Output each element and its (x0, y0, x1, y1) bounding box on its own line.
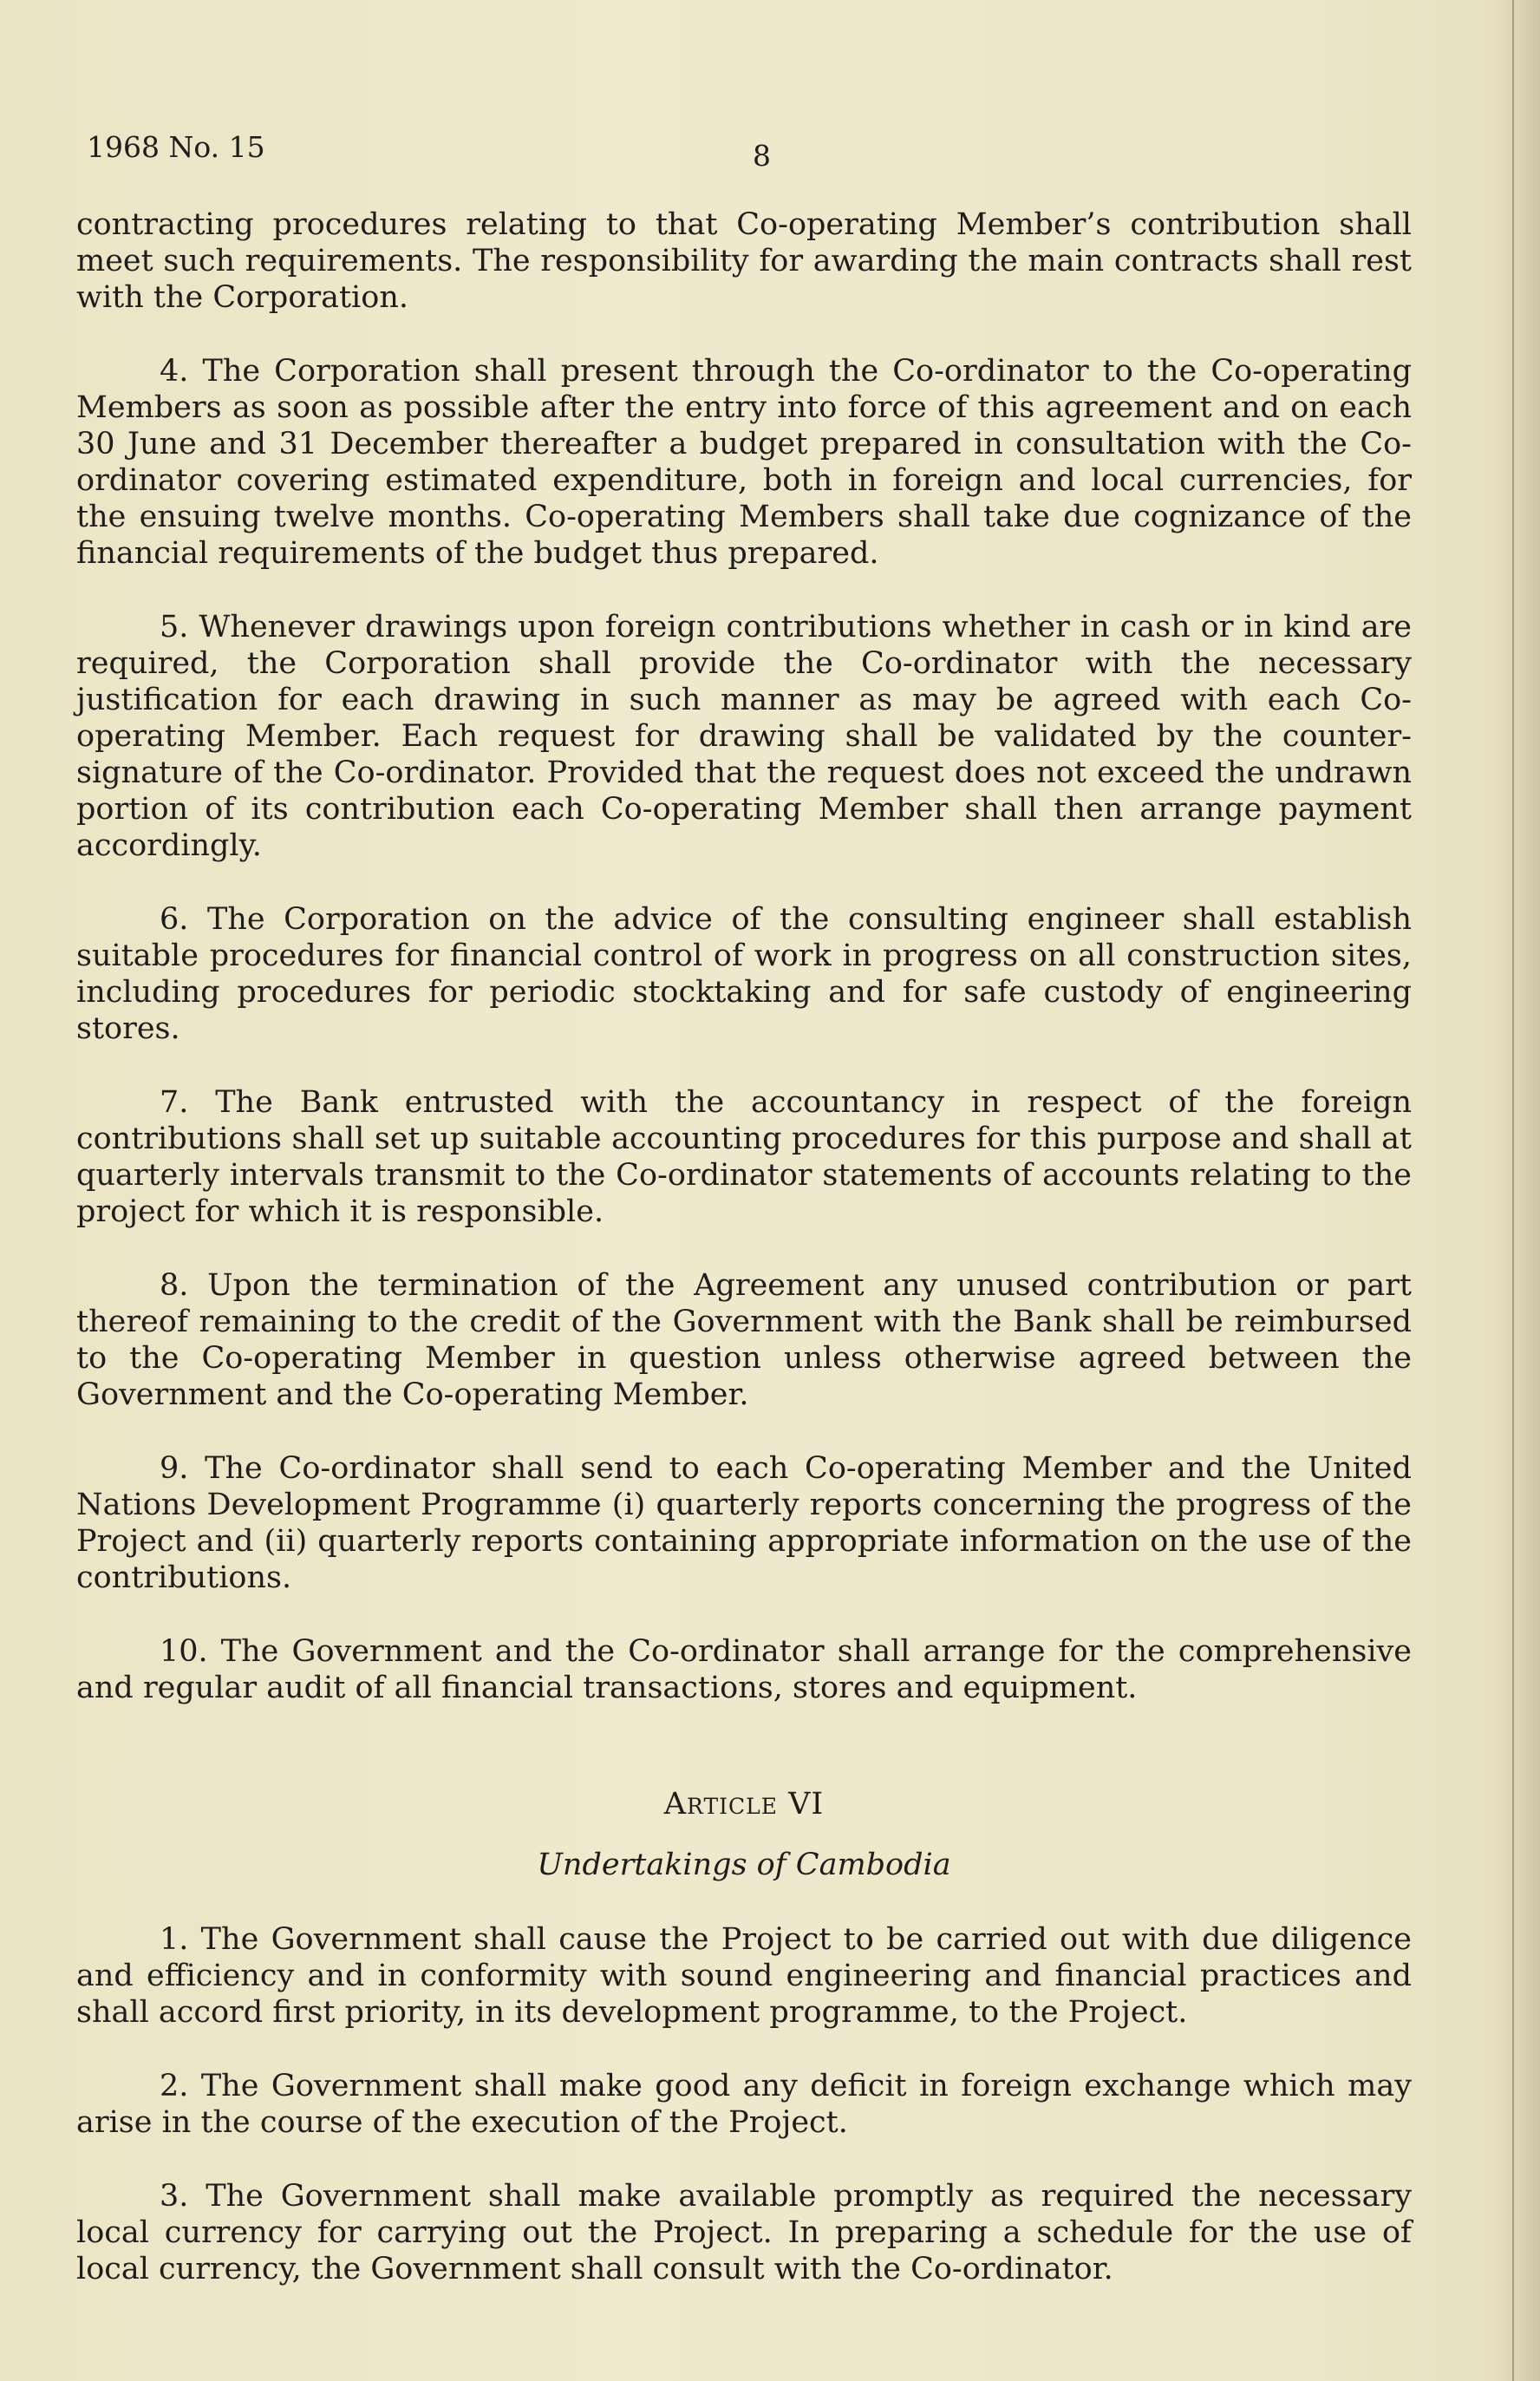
article-vi-paragraph-2: 2. The Government shall make good any deficit in foreign exchange which may arise in the course of the execution of the Project. (76, 2069, 1412, 2140)
header-year-number: 1968 No. 15 (87, 130, 265, 164)
document-body (76, 206, 1412, 2325)
paragraph-continuation: contracting procedures relating to that Co-operating Member’s contribution shall meet such requirements. The responsibility for awarding the main contracts shall rest with the Corporation. (76, 207, 1412, 315)
paragraph-9: 9. The Co-ordinator shall send to each Co-operating Member and the United Nations Development Programme (i) quarterly reports concerning the progress of the Project and (ii) quarterly reports containing appropriate information on the use of the contributions. (76, 1451, 1412, 1595)
page-binding-edge (1512, 0, 1514, 2381)
paragraph-8: 8. Upon the termination of the Agreement any unused contribution or part thereof remaining to the credit of the Government with the Bank shall be reimbursed to the Co-operating Member in question unless otherwise agreed between the Government and the Co-operating Member. (76, 1268, 1412, 1412)
paragraph-6: 6. The Corporation on the advice of the consulting engineer shall establish suitable procedures for financial control of work in progress on all construction sites, including procedures for periodic stocktaking and for safe custody of engineering stores. (76, 902, 1412, 1046)
article-subheading: Undertakings of Cambodia (537, 1848, 951, 1882)
page-header (87, 130, 1405, 173)
paragraph-5: 5. Whenever drawings upon foreign contributions whether in cash or in kind are required, the Corporation shall provide the Co-ordinator with the necessary justification for each drawing in such manner as may be agreed with each Co-operating Member. Each request for drawing shall be validated by the counter-signature of the Co-ordinator. Provided that the request does not exceed the undrawn portion of its contribution each Co-operating Member shall then arrange payment accordingly. (76, 610, 1412, 863)
paragraph-10: 10. The Government and the Co-ordinator shall arrange for the comprehensive and regular audit of all financial transactions, stores and equipment. (76, 1634, 1412, 1705)
article-vi-paragraph-3: 3. The Government shall make available promptly as required the necessary local currency for carrying out the Project. In preparing a schedule for the use of local currency, the Government shall consult with the Co-ordinator. (76, 2179, 1412, 2286)
page-edge-shadow (1490, 0, 1540, 2381)
paragraph-7: 7. The Bank entrusted with the accountancy in respect of the foreign contributions shall set up suitable accounting procedures for this purpose and shall at quarterly intervals transmit to the Co-ordinator statements of accounts relating to the project for which it is responsible. (76, 1085, 1412, 1229)
header-page-number: 8 (753, 139, 771, 173)
article-heading: Article VI (663, 1787, 825, 1822)
article-vi-paragraph-1: 1. The Government shall cause the Project to be carried out with due diligence and efficiency and in conformity with sound engineering and financial practices and shall accord first priority, in its development programme, to the Project. (76, 1922, 1412, 2030)
paragraph-4: 4. The Corporation shall present through the Co-ordinator to the Co-operating Members as soon as possible after the entry into force of this agreement and on each 30 June and 31 December thereafter a budget prepared in consultation with the Co-ordinator covering estimated expenditure, both in foreign and local currencies, for the ensuing twelve months. Co-operating Members shall take due cognizance of the financial requirements of the budget thus prepared. (76, 354, 1412, 571)
